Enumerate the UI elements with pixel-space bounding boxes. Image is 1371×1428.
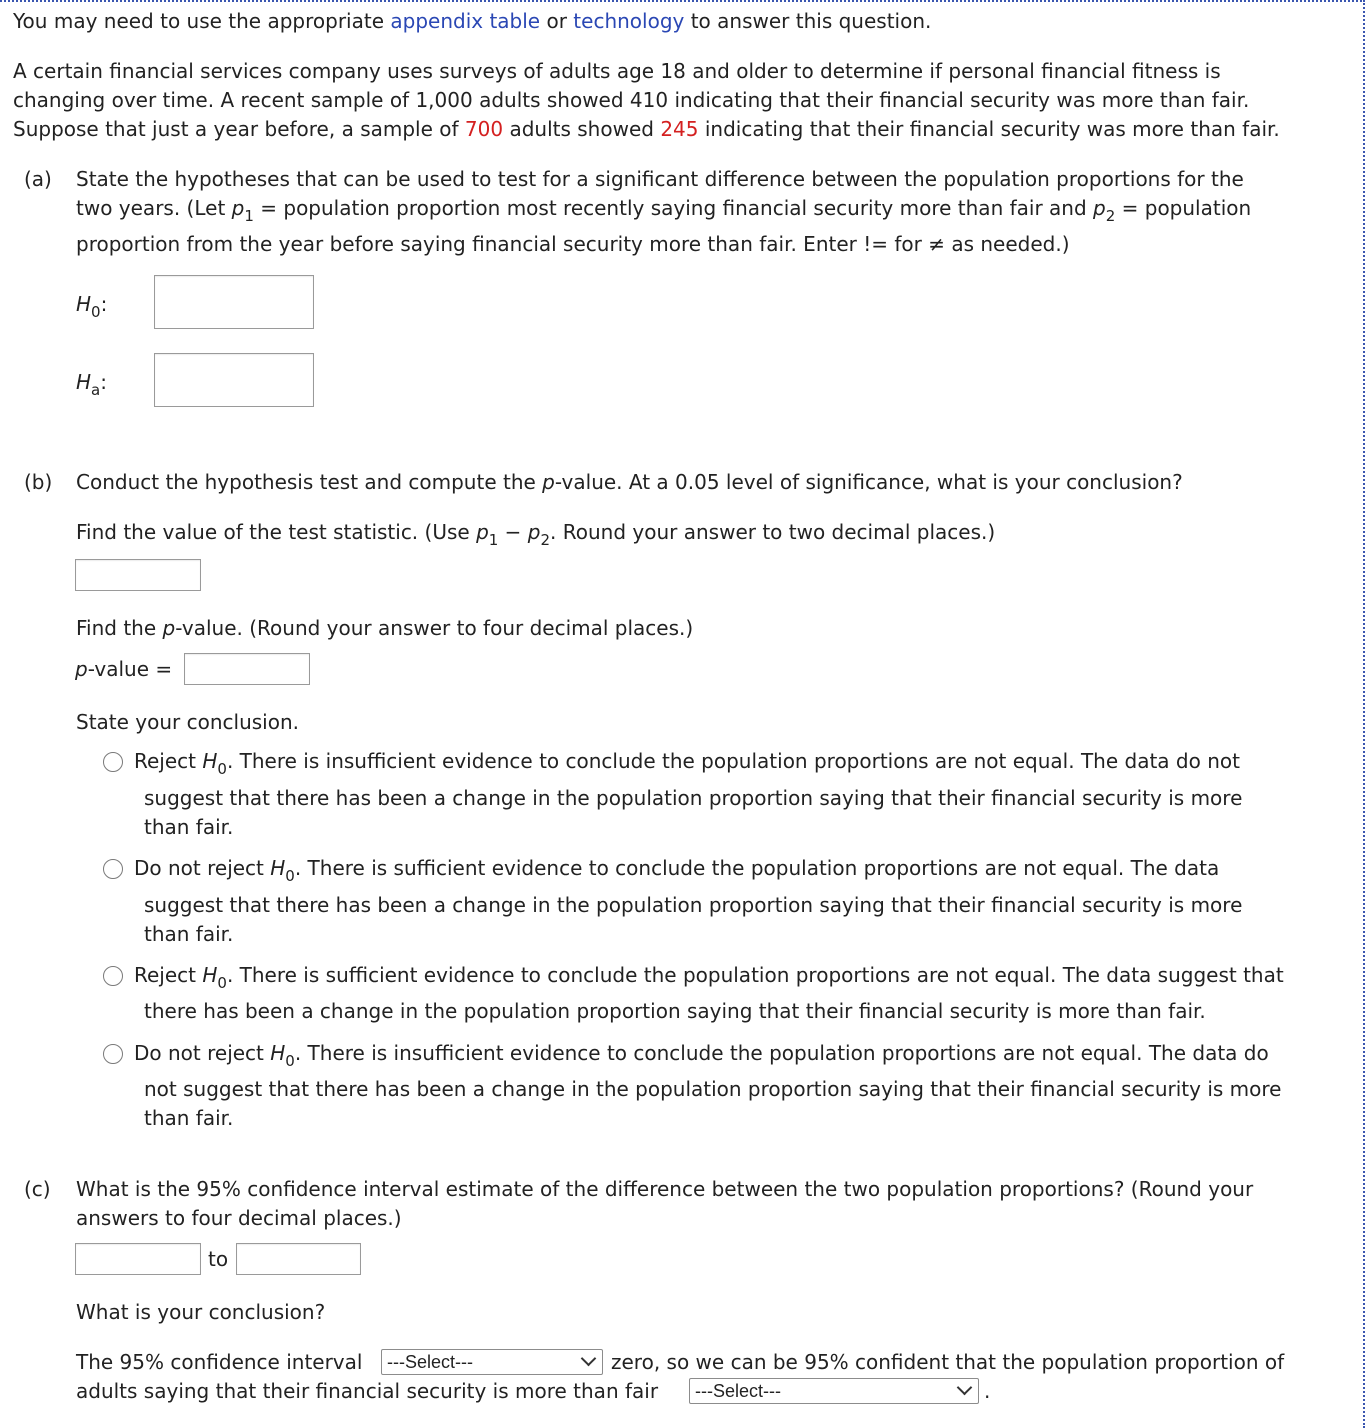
option-1-line-1[interactable]	[134, 747, 1240, 776]
part-c-label: (c)	[24, 1177, 51, 1201]
colon: :	[100, 370, 107, 394]
subscript-0: 0	[217, 974, 227, 992]
subscript-1: 1	[244, 207, 254, 225]
part-a-text: = population	[1115, 196, 1252, 220]
sample-size-value: 700	[464, 117, 504, 141]
part-a-text: two years. (Let	[76, 196, 232, 220]
subscript-2: 2	[540, 531, 551, 549]
conclusion-prompt: State your conclusion.	[76, 710, 300, 734]
subscript-0: 0	[285, 867, 295, 885]
part-c-conclusion-prompt: What is your conclusion?	[76, 1300, 326, 1324]
p-value-prompt	[76, 614, 693, 643]
p-symbol: p	[527, 520, 541, 544]
h-symbol: H	[270, 856, 286, 880]
p-value-label	[75, 655, 172, 684]
intro-text: You may need to use the appropriate	[13, 9, 391, 33]
ha-label	[76, 368, 107, 397]
subscript-a: a	[91, 381, 101, 399]
h-symbol: H	[270, 1041, 286, 1065]
test-statistic-input[interactable]	[75, 559, 201, 591]
option-text: . There is insufficient evidence to conclude the population proportions are not equal. The data do not	[226, 749, 1240, 773]
minus-sign: −	[498, 520, 528, 544]
ci-conclusion-text-1: The 95% confidence interval	[76, 1350, 363, 1374]
ci-relation-select[interactable]	[381, 1349, 603, 1375]
ci-conclusion-text-2: zero, so we can be 95% confident that the population proportion of	[611, 1350, 1285, 1374]
p-symbol: p	[231, 196, 245, 220]
p-symbol: p	[75, 657, 88, 681]
chevron-down-icon	[957, 1380, 973, 1396]
option-text: . There is sufficient evidence to conclude the population proportions are not equal. The data	[294, 856, 1220, 880]
part-a-line-3: proportion from the year before saying financial security more than fair. Enter != for ≠ as needed.)	[76, 232, 1070, 256]
p-symbol: p	[476, 520, 489, 544]
test-statistic-prompt	[76, 518, 995, 547]
h0-input[interactable]	[154, 275, 314, 329]
part-a-text: = population proportion most recently saying financial security more than fair and	[253, 196, 1094, 220]
ha-input[interactable]	[154, 353, 314, 407]
option-1-line-2: suggest that there has been a change in the population proportion saying that their financial security is more	[144, 786, 1243, 810]
option-2-line-2: suggest that there has been a change in the population proportion saying that their financial security is more	[144, 893, 1243, 917]
option-text: . There is sufficient evidence to conclude the population proportions are not equal. The data suggest that	[226, 963, 1284, 987]
appendix-table-link[interactable]: appendix table	[390, 9, 541, 33]
select-value: ---Select---	[387, 1352, 473, 1372]
h-symbol: H	[76, 292, 92, 316]
option-3-line-1[interactable]	[134, 961, 1284, 990]
right-dotted-border	[1363, 0, 1365, 1428]
h-symbol: H	[202, 749, 218, 773]
p-value-input[interactable]	[184, 653, 310, 685]
problem-line-3	[13, 115, 1280, 144]
colon: :	[100, 292, 108, 316]
p-symbol: p	[542, 470, 555, 494]
subscript-0: 0	[91, 303, 101, 321]
select-value: ---Select---	[695, 1381, 781, 1401]
proportion-change-select[interactable]	[689, 1378, 979, 1404]
option-2-line-3: than fair.	[144, 922, 234, 946]
problem-line-2: changing over time. A recent sample of 1,000 adults showed 410 indicating that their financial security was more than fair.	[13, 88, 1250, 112]
part-a-label: (a)	[24, 167, 52, 191]
intro-text-or: or	[540, 9, 574, 33]
subscript-1: 1	[488, 531, 499, 549]
part-a-line-1: State the hypotheses that can be used to test for a significant difference between the population proportions for the	[76, 167, 1244, 191]
part-c-line-1: What is the 95% confidence interval estimate of the difference between the two population proportions? (Round your	[76, 1177, 1254, 1201]
h-symbol: H	[202, 963, 218, 987]
option-text: Do not reject	[134, 1041, 271, 1065]
part-b-text: . Round your answer to two decimal places.)	[550, 520, 996, 544]
part-c-line-2: answers to four decimal places.)	[76, 1206, 402, 1230]
option-text: . There is insufficient evidence to conclude the population proportions are not equal. The data do	[294, 1041, 1269, 1065]
subscript-2: 2	[1105, 207, 1116, 225]
problem-text: Suppose that just a year before, a sample of	[13, 117, 465, 141]
part-a-line-2	[76, 194, 1251, 223]
subscript-0: 0	[217, 760, 227, 778]
count-value: 245	[660, 117, 699, 141]
part-b-text: Find the value of the test statistic. (Use	[76, 520, 477, 544]
option-1-radio[interactable]	[103, 752, 123, 772]
option-4-radio[interactable]	[103, 1044, 123, 1064]
option-4-line-1[interactable]	[134, 1039, 1269, 1068]
p-symbol: p	[162, 616, 176, 640]
part-b-text: -value. (Round your answer to four decimal places.)	[175, 616, 694, 640]
ci-conclusion-text-3: adults saying that their financial security is more than fair	[76, 1379, 659, 1403]
problem-text: adults showed	[503, 117, 661, 141]
option-2-line-1[interactable]	[134, 854, 1219, 883]
subscript-0: 0	[285, 1052, 295, 1070]
part-b-label: (b)	[24, 470, 53, 494]
part-b-text: Conduct the hypothesis test and compute the	[76, 470, 543, 494]
part-b-text: -value. At a 0.05 level of significance, what is your conclusion?	[554, 470, 1183, 494]
technology-link[interactable]: technology	[573, 9, 685, 33]
p-value-equals: -value =	[87, 657, 173, 681]
option-1-line-3: than fair.	[144, 815, 234, 839]
option-3-radio[interactable]	[103, 966, 123, 986]
intro-text-end: to answer this question.	[684, 9, 932, 33]
ci-lower-input[interactable]	[75, 1243, 201, 1275]
ci-conclusion-period: .	[984, 1379, 991, 1403]
intro-line	[13, 7, 931, 36]
option-4-line-2: not suggest that there has been a change in the population proportion saying that their financial security is more	[144, 1077, 1282, 1101]
chevron-down-icon	[581, 1351, 597, 1367]
option-text: Reject	[134, 963, 203, 987]
option-text: Do not reject	[134, 856, 271, 880]
problem-line-1: A certain financial services company uses surveys of adults age 18 and older to determine if personal financial fitness is	[13, 59, 1221, 83]
p-symbol: p	[1093, 196, 1106, 220]
option-4-line-3: than fair.	[144, 1106, 234, 1130]
option-3-line-2: there has been a change in the population proportion saying that their financial security is more than fair.	[144, 999, 1206, 1023]
ci-to-label: to	[208, 1247, 229, 1271]
h0-label	[76, 290, 107, 319]
ci-upper-input[interactable]	[236, 1243, 361, 1275]
h-symbol: H	[76, 370, 92, 394]
problem-text: indicating that their financial security was more than fair.	[698, 117, 1280, 141]
top-dotted-border	[0, 0, 1362, 2]
part-b-line-1	[76, 468, 1183, 497]
option-2-radio[interactable]	[103, 859, 123, 879]
option-text: Reject	[134, 749, 203, 773]
part-b-text: Find the	[76, 616, 163, 640]
